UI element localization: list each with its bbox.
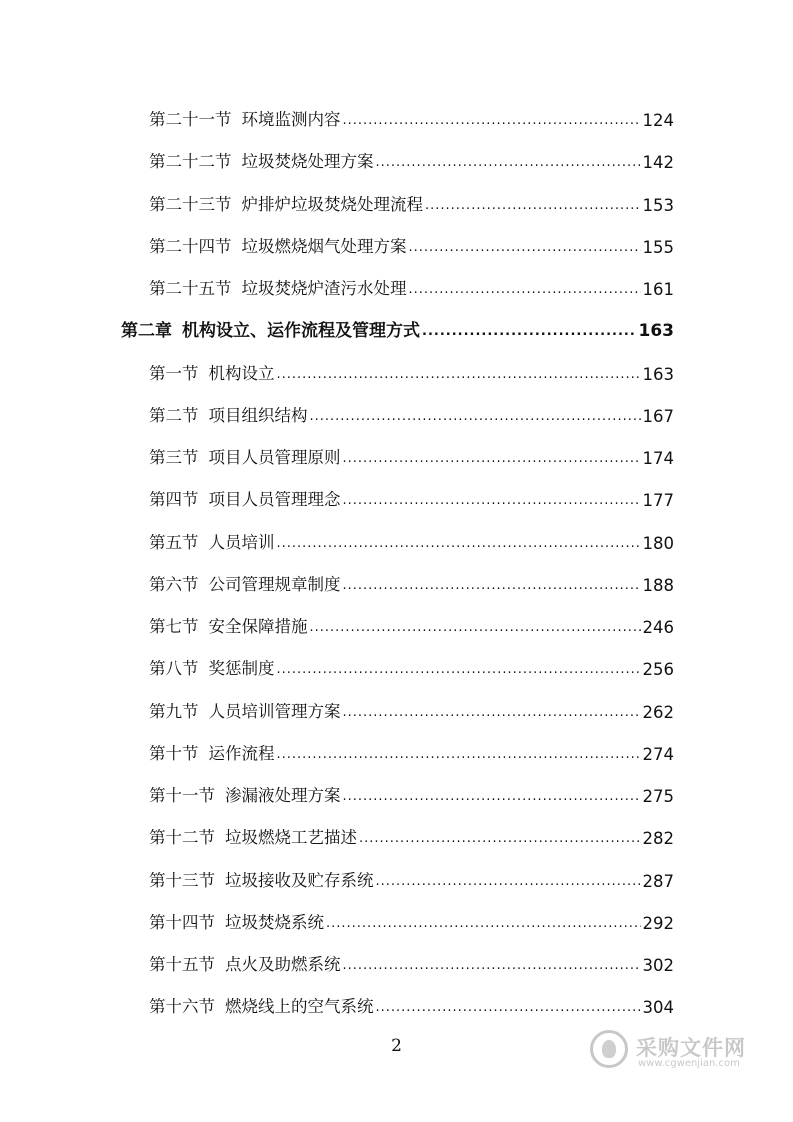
- toc-entry-page: 167: [642, 406, 674, 426]
- toc-section-entry[interactable]: [149, 738, 674, 764]
- toc-entry-label: [149, 529, 275, 553]
- toc-entry-number: 第六节: [149, 574, 199, 594]
- toc-entry-page: 304: [642, 998, 674, 1018]
- toc-entry-number: 第十五节: [149, 955, 215, 974]
- toc-entry-label: [149, 444, 341, 468]
- toc-section-entry[interactable]: [149, 442, 674, 468]
- toc-entry-page: 262: [642, 702, 674, 722]
- toc-dot-leader: [343, 959, 641, 972]
- toc-entry-number: 第四节: [149, 490, 199, 510]
- toc-entry-label: [149, 993, 374, 1017]
- toc-entry-number: 第二十五节: [149, 279, 232, 298]
- toc-section-entry[interactable]: [149, 991, 674, 1017]
- toc-section-entry[interactable]: [149, 104, 674, 130]
- toc-entry-label: [149, 191, 423, 215]
- toc-section-entry[interactable]: [149, 189, 674, 215]
- watermark-name: 采购文件网: [636, 1036, 746, 1060]
- toc-section-entry[interactable]: [149, 569, 674, 595]
- toc-entry-number: 第十六节: [149, 997, 215, 1017]
- toc-dot-leader: [310, 621, 641, 634]
- toc-entry-number: 第九节: [149, 701, 199, 721]
- toc-entry-number: 第十二节: [149, 828, 215, 848]
- toc-entry-number: 第十一节: [149, 786, 215, 805]
- toc-entry-label: [149, 106, 341, 130]
- toc-entry-page: 256: [642, 660, 674, 680]
- toc-section-entry[interactable]: [149, 484, 674, 510]
- toc-entry-number: 第十四节: [149, 912, 215, 932]
- toc-entry-label: [149, 867, 374, 891]
- toc-entry-title: 垃圾燃烧工艺描述: [225, 828, 357, 848]
- toc-entry-label: [149, 740, 275, 764]
- toc-entry-page: 124: [642, 111, 674, 130]
- toc-entry-number: 第三节: [149, 448, 199, 467]
- toc-entry-number: 第十节: [149, 743, 199, 763]
- toc-section-entry[interactable]: [149, 400, 674, 426]
- toc-entry-number: 第八节: [149, 659, 199, 679]
- toc-dot-leader: [343, 706, 641, 719]
- toc-entry-label: [149, 655, 275, 679]
- toc-entry-number: 第二十一节: [149, 110, 232, 129]
- toc-entry-page: 174: [642, 449, 674, 468]
- toc-entry-title: 垃圾焚烧处理方案: [241, 152, 374, 172]
- toc-section-entry[interactable]: [149, 527, 674, 553]
- toc-entry-number: 第五节: [149, 532, 199, 552]
- toc-entry-title: 项目组织结构: [208, 405, 308, 425]
- toc-entry-title: 垃圾焚烧炉渣污水处理: [241, 279, 407, 298]
- toc-entry-label: [149, 698, 341, 722]
- toc-dot-leader: [343, 494, 641, 507]
- toc-section-entry[interactable]: [149, 949, 674, 975]
- toc-entry-label: [149, 486, 341, 510]
- toc-entry-page: 163: [638, 321, 674, 342]
- toc-entry-title: 机构设立: [208, 363, 275, 383]
- toc-section-entry[interactable]: [149, 696, 674, 722]
- toc-entry-label: [149, 360, 275, 384]
- toc-section-entry[interactable]: [149, 231, 674, 257]
- toc-entry-title: 点火及助燃系统: [225, 955, 341, 974]
- toc-entry-label: [149, 233, 407, 257]
- toc-entry-title: 环境监测内容: [241, 110, 341, 129]
- toc-entry-page: 153: [642, 195, 674, 215]
- toc-dot-leader: [376, 875, 641, 888]
- toc-entry-title: 燃烧线上的空气系统: [225, 997, 374, 1017]
- toc-section-entry[interactable]: [149, 611, 674, 637]
- toc-entry-title: 垃圾燃烧烟气处理方案: [241, 236, 407, 256]
- toc-section-entry[interactable]: [149, 822, 674, 848]
- toc-entry-title: 垃圾接收及贮存系统: [225, 870, 374, 890]
- toc-entry-page: 142: [642, 153, 674, 173]
- toc-entry-title: 炉排炉垃圾焚烧处理流程: [241, 194, 423, 214]
- toc-section-entry[interactable]: [149, 273, 674, 299]
- toc-entry-title: 垃圾焚烧系统: [225, 912, 324, 932]
- toc-dot-leader: [359, 832, 641, 845]
- toc-entry-number: 第二十四节: [149, 236, 232, 256]
- toc-entry-title: 运作流程: [208, 743, 275, 763]
- toc-entry-title: 奖惩制度: [208, 659, 275, 679]
- toc-dot-leader: [343, 452, 641, 465]
- toc-dot-leader: [376, 1001, 641, 1014]
- toc-entry-page: 155: [642, 237, 674, 257]
- toc-entry-title: 项目人员管理理念: [208, 490, 341, 510]
- toc-section-entry[interactable]: [149, 146, 674, 172]
- toc-section-entry[interactable]: [149, 780, 674, 806]
- toc-entry-number: 第二十三节: [149, 194, 232, 214]
- toc-entry-number: 第十三节: [149, 870, 215, 890]
- toc-entry-page: 177: [642, 491, 674, 511]
- toc-section-entry[interactable]: [149, 907, 674, 933]
- toc-entry-label: [149, 275, 407, 299]
- watermark-url: www.cgwenjian.com: [638, 1058, 740, 1069]
- toc-dot-leader: [326, 917, 641, 930]
- toc-entry-page: 180: [642, 533, 674, 553]
- toc-entry-label: [149, 909, 324, 933]
- toc-dot-leader: [425, 199, 641, 212]
- toc-entry-page: 275: [642, 787, 674, 806]
- toc-dot-leader: [343, 790, 641, 803]
- toc-section-entry[interactable]: [149, 865, 674, 891]
- toc-entry-page: 163: [642, 364, 674, 384]
- toc-dot-leader: [409, 241, 641, 254]
- toc-entry-title: 渗漏液处理方案: [225, 786, 341, 805]
- toc-entry-number: 第二十二节: [149, 152, 232, 172]
- toc-entry-page: 161: [642, 280, 674, 299]
- toc-entry-title: 安全保障措施: [208, 617, 308, 636]
- toc-entry-number: 第二章: [121, 321, 172, 342]
- toc-entry-title: 公司管理规章制度: [208, 574, 341, 594]
- toc-entry-label: [149, 782, 341, 806]
- watermark: [590, 1030, 750, 1074]
- toc-chapter-entry[interactable]: [121, 315, 674, 341]
- toc-entry-page: 292: [642, 913, 674, 933]
- toc-entry-title: 人员培训管理方案: [208, 701, 341, 721]
- toc-entry-title: 机构设立、运作流程及管理方式: [182, 321, 420, 342]
- toc-entry-label: [149, 824, 357, 848]
- toc-entry-label: [149, 951, 341, 975]
- toc-dot-leader: [409, 283, 641, 296]
- toc-entry-label: [149, 613, 308, 637]
- toc-dot-leader: [343, 114, 641, 127]
- toc-dot-leader: [277, 748, 641, 761]
- page-number: 2: [391, 1036, 402, 1056]
- toc-entry-number: 第七节: [149, 617, 199, 636]
- toc-entry-page: 302: [642, 956, 674, 975]
- toc-entry-title: 项目人员管理原则: [208, 448, 341, 467]
- toc-dot-leader: [277, 663, 641, 676]
- toc-section-entry[interactable]: [149, 358, 674, 384]
- toc-entry-title: 人员培训: [208, 532, 275, 552]
- toc-section-entry[interactable]: [149, 653, 674, 679]
- toc-dot-leader: [277, 537, 641, 550]
- toc-entry-page: 274: [642, 744, 674, 764]
- toc-dot-leader: [310, 410, 641, 423]
- toc-dot-leader: [376, 156, 641, 169]
- toc-entry-label: [149, 148, 374, 172]
- toc-entry-label: [149, 571, 341, 595]
- watermark-logo-icon: [590, 1030, 628, 1068]
- toc-entry-page: 282: [642, 829, 674, 849]
- toc-entry-page: 287: [642, 871, 674, 891]
- toc-entry-label: [149, 402, 308, 426]
- toc-dot-leader: [277, 368, 641, 381]
- toc-entry-number: 第二节: [149, 405, 199, 425]
- toc-dot-leader: [343, 579, 641, 592]
- toc-entry-label: [121, 316, 420, 341]
- toc-entry-number: 第一节: [149, 363, 199, 383]
- toc-entry-page: 246: [642, 618, 674, 637]
- toc-dot-leader: [422, 325, 637, 338]
- toc-entry-page: 188: [642, 575, 674, 595]
